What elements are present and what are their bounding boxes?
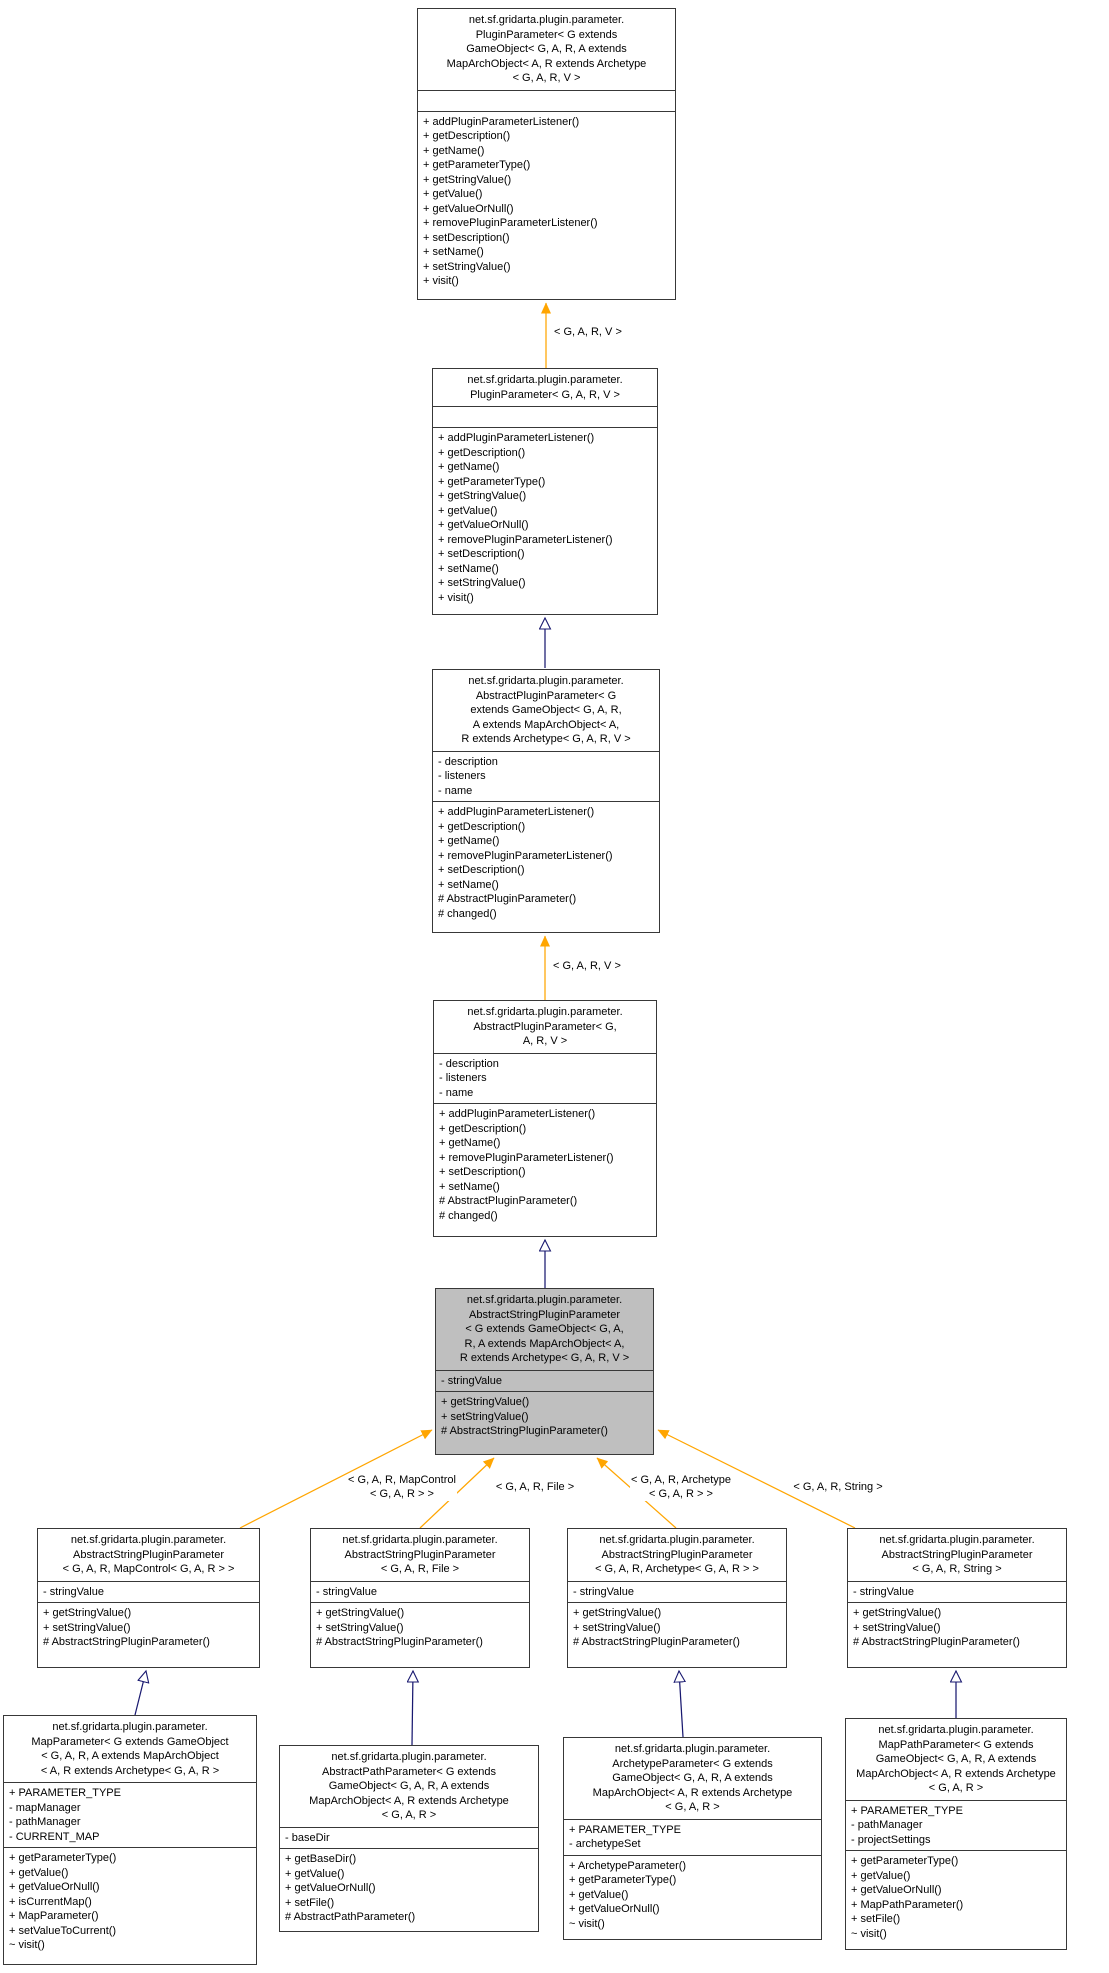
class-attributes xyxy=(433,407,657,428)
class-method: # AbstractPathParameter() xyxy=(285,1911,416,1923)
class-method: + setStringValue() xyxy=(316,1621,404,1634)
class-box-map-parameter[interactable] xyxy=(3,1715,257,1965)
class-name-line: AbstractStringPluginParameter xyxy=(468,1308,620,1321)
class-name xyxy=(568,1529,786,1582)
class-method: + getValue() xyxy=(423,188,483,200)
class-method: + removePluginParameterListener() xyxy=(439,1151,614,1164)
class-name-line: GameObject< G, A, R, A extends xyxy=(328,1780,490,1792)
class-method: # AbstractPluginParameter() xyxy=(439,1195,578,1207)
class-name xyxy=(4,1716,256,1783)
class-name-line: AbstractStringPluginParameter xyxy=(344,1548,496,1561)
class-name-line: AbstractStringPluginParameter xyxy=(72,1548,224,1561)
class-method: + getName() xyxy=(438,835,500,847)
class-attribute: - mapManager xyxy=(9,1801,81,1814)
class-method: + setDescription() xyxy=(423,231,510,244)
class-method: + removePluginParameterListener() xyxy=(423,217,598,229)
class-name-line: net.sf.gridarta.plugin.parameter. xyxy=(342,1534,498,1546)
class-box-plugin-parameter[interactable] xyxy=(432,368,658,615)
class-name-line: net.sf.gridarta.plugin.parameter. xyxy=(468,14,625,26)
class-method: + getValue() xyxy=(851,1869,911,1882)
class-method: + getValueOrNull() xyxy=(438,519,529,531)
class-method: + addPluginParameterListener() xyxy=(423,115,580,128)
class-attribute: - stringValue xyxy=(441,1374,502,1387)
class-name-line: net.sf.gridarta.plugin.parameter. xyxy=(878,1724,1034,1736)
class-attribute: - pathManager xyxy=(851,1819,923,1831)
class-method: # changed() xyxy=(439,1209,498,1222)
class-name-line: AbstractPluginParameter< G xyxy=(475,689,617,702)
class-methods xyxy=(418,112,675,300)
class-attributes xyxy=(38,1582,259,1604)
edge-label-line: < G, A, R, V > xyxy=(553,960,621,972)
class-method: + getValue() xyxy=(9,1866,69,1879)
class-name-line: net.sf.gridarta.plugin.parameter. xyxy=(879,1534,1035,1546)
class-name xyxy=(564,1738,821,1820)
class-attribute: - listeners xyxy=(438,770,486,782)
class-name-line: GameObject< G, A, R, A extends xyxy=(466,43,627,55)
class-method: # AbstractStringPluginParameter() xyxy=(853,1636,1020,1648)
class-box-abstract-plugin-parameter[interactable] xyxy=(433,1000,657,1237)
class-box-abstract-path-parameter[interactable] xyxy=(279,1745,539,1932)
class-attribute: - projectSettings xyxy=(851,1833,931,1846)
class-box-abstract-string-plugin-parameter-mapcontrol[interactable] xyxy=(37,1528,260,1668)
class-method: ~ visit() xyxy=(9,1939,45,1951)
class-method: + visit() xyxy=(423,275,459,287)
class-method: + getDescription() xyxy=(438,446,526,459)
class-method: + getStringValue() xyxy=(438,490,527,502)
class-attributes xyxy=(433,752,659,803)
class-attributes xyxy=(280,1828,538,1850)
class-name-line: MapArchObject< A, R extends Archetype xyxy=(446,57,647,70)
class-attributes xyxy=(311,1582,529,1604)
class-method: + getParameterType() xyxy=(423,159,531,171)
class-name-line: MapPathParameter< G extends xyxy=(878,1738,1034,1751)
class-attribute: + PARAMETER_TYPE xyxy=(9,1787,121,1799)
class-name-line: PluginParameter< G, A, R, V > xyxy=(470,388,620,401)
class-name-line: < G, A, R, MapControl< G, A, R > > xyxy=(62,1563,235,1575)
edge-template-args-label xyxy=(347,1474,457,1501)
edge-label-line: < G, A, R, String > xyxy=(793,1481,883,1493)
class-method: + getBaseDir() xyxy=(285,1853,357,1865)
class-method: + getStringValue() xyxy=(441,1396,530,1408)
class-method: + getValueOrNull() xyxy=(423,202,514,215)
class-attributes xyxy=(434,1054,656,1105)
class-name-line: net.sf.gridarta.plugin.parameter. xyxy=(468,675,624,687)
class-name xyxy=(436,1289,653,1371)
class-method: + addPluginParameterListener() xyxy=(438,432,595,444)
class-name-line: MapArchObject< A, R extends Archetype xyxy=(856,1767,1056,1780)
class-name-line: R, A extends MapArchObject< A, xyxy=(464,1337,625,1350)
class-method: + visit() xyxy=(438,591,474,604)
class-attribute: - description xyxy=(438,755,498,768)
class-methods xyxy=(311,1603,529,1667)
class-method: + getName() xyxy=(423,144,485,157)
class-attribute: - name xyxy=(438,784,473,797)
inheritance-edge xyxy=(679,1671,683,1737)
class-method: + getStringValue() xyxy=(43,1607,132,1619)
class-method: # AbstractStringPluginParameter() xyxy=(43,1636,210,1648)
class-attribute: - CURRENT_MAP xyxy=(9,1830,100,1843)
class-box-abstract-string-plugin-parameter[interactable] xyxy=(435,1288,654,1455)
class-name-line: AbstractStringPluginParameter xyxy=(881,1548,1033,1561)
class-method: + setStringValue() xyxy=(441,1410,529,1423)
class-box-abstract-string-plugin-parameter-file[interactable] xyxy=(310,1528,530,1668)
class-attribute: - pathManager xyxy=(9,1816,81,1828)
class-method: + setName() xyxy=(438,562,499,575)
class-method: # AbstractStringPluginParameter() xyxy=(316,1636,483,1648)
class-method: + setStringValue() xyxy=(423,260,511,273)
class-method: + getValue() xyxy=(569,1888,629,1901)
class-method: + setStringValue() xyxy=(573,1621,661,1634)
class-method: + getName() xyxy=(438,461,500,473)
class-name-line: net.sf.gridarta.plugin.parameter. xyxy=(331,1751,487,1763)
class-name-line: < G, A, R > xyxy=(665,1801,720,1813)
class-name-line: MapArchObject< A, R extends Archetype xyxy=(592,1786,793,1799)
class-attributes xyxy=(418,91,675,112)
class-method: + getParameterType() xyxy=(438,475,546,488)
class-method: + setDescription() xyxy=(438,864,525,876)
class-attribute: - listeners xyxy=(439,1072,487,1084)
class-method: # AbstractStringPluginParameter() xyxy=(573,1636,740,1648)
class-name xyxy=(280,1746,538,1828)
class-name-line: net.sf.gridarta.plugin.parameter. xyxy=(466,1294,623,1306)
class-attribute: - stringValue xyxy=(853,1585,914,1598)
class-method: + getStringValue() xyxy=(573,1607,662,1619)
class-name-line: ArchetypeParameter< G extends xyxy=(612,1757,773,1770)
class-method: # changed() xyxy=(438,907,497,920)
class-name-line: < G, A, R, A extends MapArchObject xyxy=(41,1750,219,1762)
class-box-plugin-parameter-generic[interactable] xyxy=(417,8,676,300)
class-method: + getStringValue() xyxy=(853,1607,942,1619)
class-method: + setName() xyxy=(438,878,499,891)
class-box-archetype-parameter[interactable] xyxy=(563,1737,822,1940)
edge-label-line: < G, A, R > > xyxy=(649,1487,713,1500)
class-name xyxy=(848,1529,1066,1582)
class-method: + MapParameter() xyxy=(9,1910,99,1922)
class-name-line: GameObject< G, A, R, A extends xyxy=(612,1772,773,1784)
class-name-line: AbstractPluginParameter< G, xyxy=(473,1020,617,1033)
class-method: + setName() xyxy=(439,1180,500,1193)
class-method: + getParameterType() xyxy=(569,1874,677,1886)
class-methods xyxy=(4,1848,256,1964)
class-methods xyxy=(848,1603,1066,1667)
class-attribute: - stringValue xyxy=(316,1585,377,1598)
class-method: + setStringValue() xyxy=(853,1621,941,1634)
class-method: + getValueOrNull() xyxy=(285,1882,376,1894)
edge-label-line: < G, A, R, MapControl xyxy=(348,1474,456,1486)
class-name-line: MapParameter< G extends GameObject xyxy=(31,1735,229,1748)
class-method: + setDescription() xyxy=(439,1166,526,1178)
class-method: + getValueOrNull() xyxy=(851,1884,942,1896)
class-method: + getDescription() xyxy=(439,1122,527,1135)
class-method: + getDescription() xyxy=(423,130,511,142)
class-name-line: AbstractStringPluginParameter xyxy=(601,1548,753,1561)
class-methods xyxy=(38,1603,259,1667)
class-name-line: R extends Archetype< G, A, R, V > xyxy=(459,1352,630,1364)
class-attributes xyxy=(436,1371,653,1393)
class-name-line: net.sf.gridarta.plugin.parameter. xyxy=(467,374,623,386)
class-name-line: < G, A, R, File > xyxy=(380,1563,460,1575)
class-name-line: net.sf.gridarta.plugin.parameter. xyxy=(70,1534,227,1546)
class-attributes xyxy=(564,1820,821,1856)
class-method: # AbstractPluginParameter() xyxy=(438,893,577,905)
class-method: # AbstractStringPluginParameter() xyxy=(441,1425,608,1437)
class-method: + getValue() xyxy=(438,504,498,517)
class-attributes xyxy=(846,1801,1066,1852)
class-methods xyxy=(846,1851,1066,1949)
class-name-line: < G, A, R, V > xyxy=(512,72,581,84)
class-method: + getDescription() xyxy=(438,820,526,833)
class-method: + getParameterType() xyxy=(9,1852,117,1864)
class-name-line: A, R, V > xyxy=(522,1035,568,1047)
class-box-abstract-string-plugin-parameter-archetype[interactable] xyxy=(567,1528,787,1668)
class-methods xyxy=(568,1603,786,1667)
class-box-map-path-parameter[interactable] xyxy=(845,1718,1067,1950)
class-method: + removePluginParameterListener() xyxy=(438,533,613,546)
class-method: + addPluginParameterListener() xyxy=(438,806,595,818)
class-name-line: extends GameObject< G, A, R, xyxy=(470,704,622,716)
class-method: ~ visit() xyxy=(569,1917,605,1930)
class-name-line: net.sf.gridarta.plugin.parameter. xyxy=(52,1721,208,1733)
class-name-line: < G extends GameObject< G, A, xyxy=(465,1323,624,1335)
class-name-line: < G, A, R > xyxy=(381,1809,437,1821)
class-name-line: < G, A, R, String > xyxy=(912,1563,1002,1575)
class-name-line: MapArchObject< A, R extends Archetype xyxy=(309,1794,509,1807)
class-method: + ArchetypeParameter() xyxy=(569,1859,687,1872)
class-method: + setName() xyxy=(423,246,484,258)
class-method: + removePluginParameterListener() xyxy=(438,849,613,862)
class-attributes xyxy=(568,1582,786,1604)
class-method: + getParameterType() xyxy=(851,1855,959,1867)
inheritance-edge xyxy=(135,1671,146,1715)
class-method: + addPluginParameterListener() xyxy=(439,1108,596,1120)
edge-template-args-label xyxy=(792,1481,883,1495)
class-name xyxy=(433,369,657,407)
edge-label-line: < G, A, R, File > xyxy=(495,1481,575,1493)
class-box-abstract-string-plugin-parameter-string[interactable] xyxy=(847,1528,1067,1668)
class-method: + isCurrentMap() xyxy=(9,1895,92,1908)
class-attribute: - archetypeSet xyxy=(569,1838,641,1850)
class-name xyxy=(846,1719,1066,1801)
class-name-line: net.sf.gridarta.plugin.parameter. xyxy=(614,1743,771,1755)
class-name-line: net.sf.gridarta.plugin.parameter. xyxy=(467,1006,623,1018)
edge-template-args-label xyxy=(630,1474,732,1501)
class-method: + getValueOrNull() xyxy=(9,1881,100,1893)
class-attribute: - baseDir xyxy=(285,1831,330,1844)
class-method: + setFile() xyxy=(285,1896,335,1909)
class-method: + setFile() xyxy=(851,1913,901,1925)
class-method: + getName() xyxy=(439,1137,501,1149)
class-method: + getValueOrNull() xyxy=(569,1903,660,1915)
class-name-line: < G, A, R, Archetype< G, A, R > > xyxy=(595,1563,759,1575)
class-name xyxy=(434,1001,656,1054)
class-attribute: - description xyxy=(439,1057,499,1070)
class-box-abstract-plugin-parameter-generic[interactable] xyxy=(432,669,660,933)
edge-template-args-label xyxy=(552,960,622,974)
class-methods xyxy=(433,428,657,614)
class-name-line: GameObject< G, A, R, A extends xyxy=(875,1753,1037,1765)
edge-label-line: < G, A, R, Archetype xyxy=(631,1474,731,1486)
class-name-line: < A, R extends Archetype< G, A, R > xyxy=(40,1764,220,1777)
class-method: + MapPathParameter() xyxy=(851,1898,964,1911)
class-name-line: PluginParameter< G extends xyxy=(475,28,618,41)
edge-label-line: < G, A, R > > xyxy=(370,1487,434,1500)
class-method: + getStringValue() xyxy=(423,173,512,186)
inheritance-edge xyxy=(412,1671,413,1745)
class-name xyxy=(433,670,659,752)
edge-template-args-label xyxy=(495,1481,575,1495)
class-methods xyxy=(564,1856,821,1940)
class-name-line: R extends Archetype< G, A, R, V > xyxy=(461,733,631,745)
class-name xyxy=(311,1529,529,1582)
edge-template-args-label xyxy=(553,326,623,340)
class-methods xyxy=(280,1849,538,1931)
class-method: + setValueToCurrent() xyxy=(9,1924,117,1937)
class-attribute: - stringValue xyxy=(573,1585,634,1598)
class-attribute: + PARAMETER_TYPE xyxy=(851,1804,963,1817)
class-attributes xyxy=(848,1582,1066,1604)
class-method: + setStringValue() xyxy=(43,1621,131,1634)
class-attribute: - stringValue xyxy=(43,1585,104,1598)
class-method: + getStringValue() xyxy=(316,1607,405,1619)
class-attribute: + PARAMETER_TYPE xyxy=(569,1823,681,1836)
edge-label-line: < G, A, R, V > xyxy=(554,326,622,338)
class-methods xyxy=(436,1392,653,1454)
class-method: + setStringValue() xyxy=(438,577,526,589)
class-name-line: A extends MapArchObject< A, xyxy=(472,718,620,731)
class-name xyxy=(418,9,675,91)
class-name xyxy=(38,1529,259,1582)
class-methods xyxy=(433,802,659,932)
class-attribute: - name xyxy=(439,1086,474,1099)
class-method: ~ visit() xyxy=(851,1927,887,1940)
class-method: + setDescription() xyxy=(438,548,525,560)
class-attributes xyxy=(4,1783,256,1848)
class-name-line: < G, A, R > xyxy=(928,1782,984,1794)
class-methods xyxy=(434,1104,656,1236)
class-method: + getValue() xyxy=(285,1867,345,1880)
class-name-line: net.sf.gridarta.plugin.parameter. xyxy=(599,1534,755,1546)
class-name-line: AbstractPathParameter< G extends xyxy=(322,1765,496,1778)
